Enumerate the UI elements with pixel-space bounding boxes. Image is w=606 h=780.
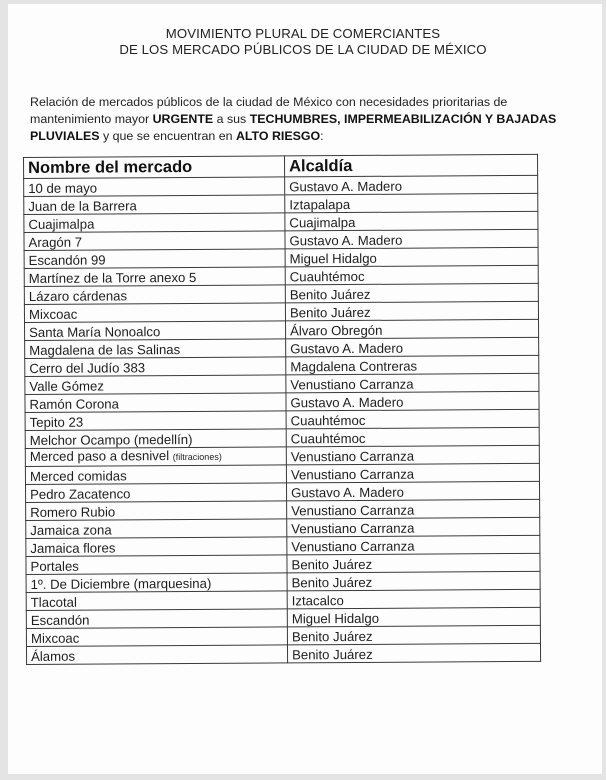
column-header-alcaldia: Alcaldía xyxy=(284,154,537,177)
market-name-cell xyxy=(25,339,286,359)
market-name: Lázaro cárdenas xyxy=(28,288,128,304)
market-name: Merced paso a desnivel xyxy=(29,448,170,464)
market-name-cell xyxy=(26,627,287,647)
market-name-cell xyxy=(24,285,285,305)
alcaldia-cell: Benito Juárez xyxy=(285,283,538,303)
market-name: Jamaica zona xyxy=(30,522,112,538)
alcaldia-cell: Iztapalapa xyxy=(285,193,538,213)
market-name-cell xyxy=(26,645,287,665)
market-name-cell xyxy=(25,321,286,341)
table-row xyxy=(26,643,540,664)
market-name-cell xyxy=(26,483,287,503)
intro-emphasis: TECHUMBRES, IMPERMEABILIZACIÓN Y BAJADAS PLUVIALES xyxy=(30,112,557,143)
alcaldia-cell: Benito Juárez xyxy=(285,301,538,321)
alcaldia-cell: Venustiano Carranza xyxy=(287,499,540,519)
alcaldia-cell: Cuauhtémoc xyxy=(286,427,539,447)
market-name: Mixcoac xyxy=(30,630,80,646)
alcaldia-cell: Álvaro Obregón xyxy=(286,319,539,339)
market-name-cell xyxy=(24,195,285,215)
market-name: Jamaica flores xyxy=(30,540,116,556)
alcaldia-cell: Venustiano Carranza xyxy=(286,463,539,483)
market-name-cell xyxy=(25,411,286,431)
title-line-2: DE LOS MERCADO PÚBLICOS DE LA CIUDAD DE MÉXICO xyxy=(119,42,487,57)
market-name-cell xyxy=(25,465,286,485)
market-name-cell xyxy=(26,555,287,575)
market-name: Ramón Corona xyxy=(29,396,119,412)
title-line-1: MOVIMIENTO PLURAL DE COMERCIANTES xyxy=(165,26,441,41)
market-name-cell xyxy=(24,213,285,233)
table-body xyxy=(24,175,541,664)
market-name-cell xyxy=(25,393,286,413)
intro-emphasis: URGENTE xyxy=(152,112,214,126)
market-name-cell xyxy=(26,519,287,539)
intro-paragraph xyxy=(30,94,560,145)
market-name: Romero Rubio xyxy=(30,504,116,520)
alcaldia-cell: Venustiano Carranza xyxy=(286,373,539,393)
market-name: Juan de la Barrera xyxy=(28,198,137,214)
market-name: Melchor Ocampo (medellín) xyxy=(29,431,193,448)
market-name: Escandón 99 xyxy=(28,252,106,268)
alcaldia-cell: Gustavo A. Madero xyxy=(285,175,538,195)
market-name: Pedro Zacatenco xyxy=(30,486,131,502)
alcaldia-cell: Miguel Hidalgo xyxy=(285,247,538,267)
alcaldia-cell: Magdalena Contreras xyxy=(286,355,539,375)
market-name-cell xyxy=(26,537,287,557)
market-name: Merced comidas xyxy=(29,468,127,484)
market-name-cell xyxy=(24,231,285,251)
market-name: 1º. De Diciembre (marquesina) xyxy=(30,575,212,592)
intro-text: y que se encuentran en xyxy=(99,129,236,143)
market-name: Santa María Nonoalco xyxy=(29,324,161,340)
market-name: Portales xyxy=(30,558,79,574)
alcaldia-cell: Cuauhtémoc xyxy=(285,265,538,285)
intro-emphasis: ALTO RIESGO xyxy=(235,129,321,143)
alcaldia-cell: Venustiano Carranza xyxy=(287,517,540,537)
market-name-cell xyxy=(26,591,287,611)
alcaldia-cell: Benito Juárez xyxy=(287,643,540,663)
market-name: Cuajimalpa xyxy=(28,216,95,232)
market-name: Martínez de la Torre anexo 5 xyxy=(28,269,197,286)
column-header-mercado: Nombre del mercado xyxy=(24,156,285,179)
market-name-cell xyxy=(24,177,285,197)
document-title xyxy=(0,26,606,58)
market-name: 10 de mayo xyxy=(28,180,98,196)
market-name-cell xyxy=(25,429,286,449)
market-name: Tepito 23 xyxy=(29,414,84,430)
market-name-cell xyxy=(26,501,287,521)
market-name-cell xyxy=(26,573,287,593)
alcaldia-cell: Benito Juárez xyxy=(287,553,540,573)
market-name-cell xyxy=(24,249,285,269)
alcaldia-cell: Venustiano Carranza xyxy=(287,535,540,555)
alcaldia-cell: Cuajimalpa xyxy=(285,211,538,231)
market-name-cell xyxy=(25,375,286,395)
market-name-cell xyxy=(24,267,285,287)
alcaldia-cell: Cuauhtémoc xyxy=(286,409,539,429)
market-name-cell xyxy=(25,357,286,377)
market-name: Cerro del Judío 383 xyxy=(29,360,146,376)
market-name: Aragón 7 xyxy=(28,234,83,250)
market-name: Escandón xyxy=(30,612,90,628)
alcaldia-cell: Venustiano Carranza xyxy=(286,445,539,465)
alcaldia-cell: Gustavo A. Madero xyxy=(286,337,539,357)
alcaldia-cell: Iztacalco xyxy=(287,589,540,609)
market-name-cell xyxy=(25,447,286,467)
markets-table xyxy=(23,154,541,665)
market-note: (filtraciones) xyxy=(172,451,222,463)
alcaldia-cell: Benito Juárez xyxy=(287,571,540,591)
market-name: Álamos xyxy=(31,648,76,664)
alcaldia-cell: Gustavo A. Madero xyxy=(285,229,538,249)
alcaldia-cell: Miguel Hidalgo xyxy=(287,607,540,627)
alcaldia-cell: Benito Juárez xyxy=(287,625,540,645)
market-name: Mixcoac xyxy=(28,306,78,322)
market-name: Valle Gómez xyxy=(29,378,104,394)
intro-text: : xyxy=(320,129,324,143)
market-name-cell xyxy=(26,609,287,629)
market-name: Tlacotal xyxy=(30,594,77,610)
market-name-cell xyxy=(24,303,285,323)
intro-text: a sus xyxy=(213,112,250,126)
market-name: Magdalena de las Salinas xyxy=(29,342,181,358)
alcaldia-cell: Gustavo A. Madero xyxy=(286,481,539,501)
alcaldia-cell: Gustavo A. Madero xyxy=(286,391,539,411)
intro-text: Relación de mercados públicos de la ciudad de México con necesidades prioritarias de mantenimiento mayor xyxy=(30,95,508,126)
